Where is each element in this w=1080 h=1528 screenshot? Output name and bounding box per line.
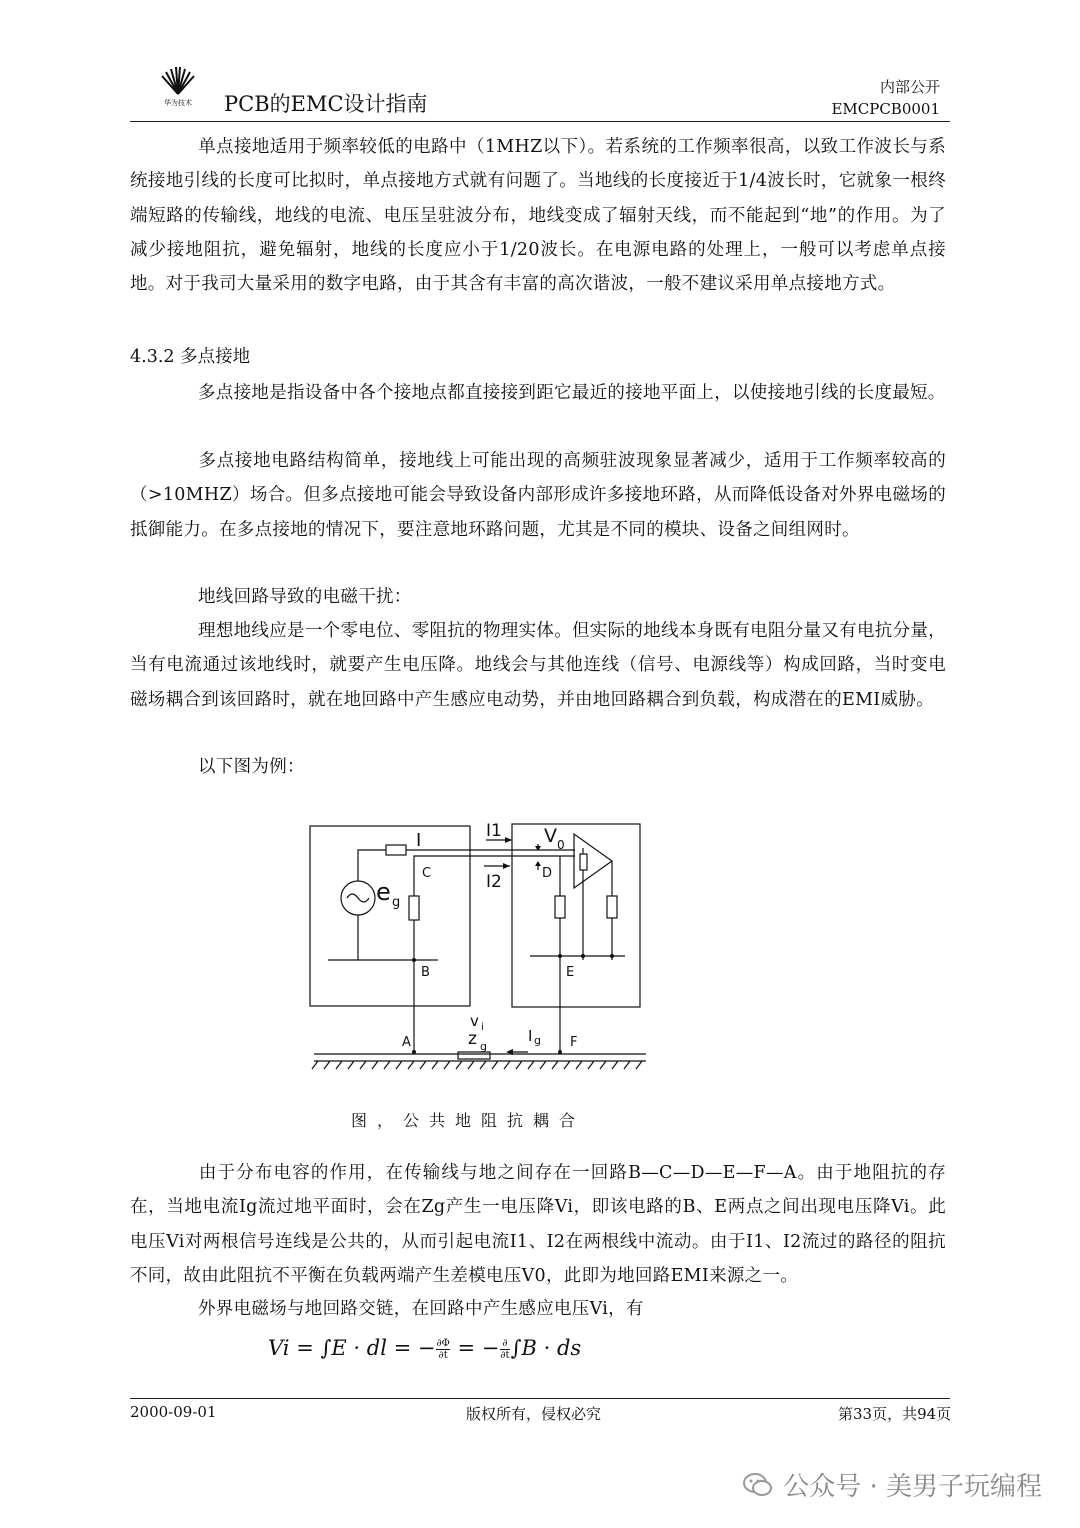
paragraph-ideal-ground bbox=[130, 614, 946, 717]
source-box bbox=[310, 826, 470, 1006]
label-i: I bbox=[416, 830, 422, 851]
footer-divider bbox=[130, 1398, 950, 1399]
paragraph-induced-voltage bbox=[130, 1292, 946, 1326]
ground-hatching bbox=[312, 1061, 642, 1069]
header-divider bbox=[130, 121, 950, 122]
document-title: PCB的EMC设计指南 bbox=[224, 92, 428, 116]
label-e: e bbox=[376, 878, 391, 906]
series-resistor bbox=[386, 845, 406, 855]
paragraph-ground-loop-heading bbox=[130, 580, 946, 614]
logo-text: 华为技术 bbox=[164, 99, 192, 107]
paragraph-text: 由于分布电容的作用，在传输线与地之间存在一回路B—C—D—E—F—A。由于地阻抗的存在，当地电流Ig流过地平面时，会在Zg产生一电压降Vi，即该电路的B、E两点之间出现电压降Vi。此电压Vi对两根信号连线是公共的，从而引起电流I1、I2在两根线中流动。由于I1、I2流过的路径的阻抗不同，故由此阻抗不平衡在负载两端产生差模电压V0，此即为地回路EMI来源之一。 bbox=[130, 1163, 946, 1286]
label-zg-sub: g bbox=[480, 1040, 487, 1053]
resistor-c bbox=[409, 896, 419, 920]
formula-mid: = − bbox=[450, 1336, 500, 1360]
ground-impedance bbox=[458, 1052, 490, 1059]
watermark-text: 公众号 · 美男子玩编程 bbox=[783, 1472, 1042, 1502]
amp-input-resistor bbox=[580, 854, 587, 870]
fraction-numerator: ∂Φ bbox=[436, 1338, 450, 1349]
paragraph-multi-point-definition bbox=[130, 376, 946, 410]
label-zg: z bbox=[468, 1029, 477, 1049]
footer-date: 2000-09-01 bbox=[130, 1403, 217, 1421]
paragraph-multi-point-features bbox=[130, 444, 946, 547]
ground-plane bbox=[314, 1054, 646, 1061]
label-c: C bbox=[422, 866, 432, 881]
footer-page-info: 第33页，共94页 bbox=[838, 1405, 952, 1423]
footer-copyright: 版权所有，侵权必究 bbox=[466, 1405, 602, 1423]
label-v-sub: 0 bbox=[557, 838, 565, 852]
header-meta bbox=[831, 76, 940, 120]
label-ig: I bbox=[528, 1027, 533, 1045]
resistor-load bbox=[607, 896, 617, 918]
formula-fraction-2 bbox=[500, 1338, 509, 1361]
wechat-icon bbox=[741, 1468, 775, 1502]
label-f: F bbox=[570, 1035, 578, 1050]
common-ground-impedance-diagram bbox=[300, 808, 660, 1080]
section-heading: 4.3.2 多点接地 bbox=[130, 347, 251, 367]
load-box bbox=[512, 824, 640, 1007]
label-i2: I2 bbox=[486, 872, 502, 892]
paragraph-text: 外界电磁场与地回路交链，在回路中产生感应电压Vi，有 bbox=[198, 1299, 644, 1319]
label-ig-sub: g bbox=[534, 1034, 541, 1047]
paragraph-text: 多点接地电路结构简单，接地线上可能出现的高频驻波现象显著减少，适用于工作频率较高的（>10MHZ）场合。但多点接地可能会导致设备内部形成许多接地环路，从而降低设备对外界电磁场的抵御能力。在多点接地的情况下，要注意地环路问题，尤其是不同的模块、设备之间组网时。 bbox=[130, 451, 946, 540]
paragraph-text: 单点接地适用于频率较低的电路中（1MHZ以下）。若系统的工作频率很高，以致工作波长与系统接地引线的长度可比拟时，单点接地方式就有问题了。当地线的长度接近于1/4波长时，它就象一根终端短路的传输线，地线的电流、电压呈驻波分布，地线变成了辐射天线，而不能起到“地”的作用。为了减少接地阻抗，避免辐射，地线的长度应小于1/20波长。在电源电路的处理上，一般可以考虑单点接地。对于我司大量采用的数字电路，由于其含有丰富的高次谐波，一般不建议采用单点接地方式。 bbox=[130, 137, 946, 295]
paragraph-text: 多点接地是指设备中各个接地点都直接接到距它最近的接地平面上，以使接地引线的长度最短。 bbox=[198, 383, 946, 403]
label-e-sub: g bbox=[392, 895, 401, 910]
figure-caption: 图，公共地阻抗耦合 bbox=[351, 1111, 586, 1130]
label-a: A bbox=[402, 1035, 411, 1050]
label-vi: v bbox=[470, 1012, 479, 1030]
label-vi-sub: i bbox=[481, 1022, 484, 1033]
document-code: EMCPCB0001 bbox=[831, 100, 940, 118]
formula-fraction-1 bbox=[436, 1338, 449, 1361]
induced-voltage-formula bbox=[268, 1336, 581, 1361]
label-e-node: E bbox=[566, 965, 575, 980]
fraction-denominator: ∂t bbox=[438, 1350, 448, 1361]
paragraph-loop-explanation bbox=[130, 1156, 946, 1293]
formula-lhs: Vi = ∫E · dl = − bbox=[268, 1336, 436, 1360]
label-b: B bbox=[421, 965, 430, 980]
company-logo bbox=[152, 64, 204, 108]
paragraph-text: 理想地线应是一个零电位、零阻抗的物理实体。但实际的地线本身既有电阻分量又有电抗分量，当有电流通过该地线时，就要产生电压降。地线会与其他连线（信号、电源线等）构成回路，当时变电磁场耦合到该回路时，就在地回路中产生感应电动势，并由地回路耦合到负载，构成潜在的EMI威胁。 bbox=[130, 621, 946, 710]
resistor-d bbox=[555, 896, 565, 918]
wechat-watermark bbox=[741, 1466, 1042, 1503]
label-v: V bbox=[544, 825, 557, 847]
classification-label: 内部公开 bbox=[879, 78, 940, 96]
paragraph-single-point-ground bbox=[130, 130, 946, 301]
paragraph-text: 地线回路导致的电磁干扰： bbox=[198, 587, 412, 607]
formula-rhs: ∫B · ds bbox=[510, 1336, 582, 1360]
label-d: D bbox=[542, 866, 553, 881]
fraction-numerator: ∂ bbox=[500, 1338, 509, 1350]
fraction-denominator: ∂t bbox=[500, 1350, 510, 1361]
label-i1: I1 bbox=[486, 821, 502, 841]
paragraph-text: 以下图为例： bbox=[198, 757, 305, 777]
paragraph-example-intro bbox=[130, 750, 946, 784]
